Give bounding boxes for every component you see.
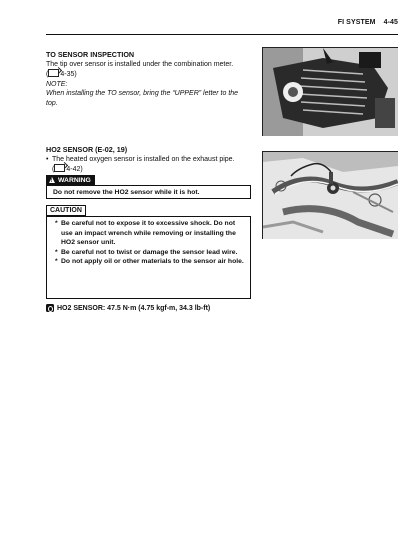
ho2-sensor-section bbox=[46, 145, 251, 175]
exhaust-sensor-photo bbox=[262, 151, 398, 239]
page-header bbox=[338, 19, 398, 26]
to-sensor-ref: 4-35) bbox=[60, 71, 77, 79]
torque-spec bbox=[46, 304, 210, 312]
caution-item bbox=[55, 257, 244, 267]
caution-item bbox=[55, 219, 244, 248]
ho2-ref: 4-42) bbox=[66, 166, 83, 174]
header-rule bbox=[46, 34, 398, 35]
torque-spec-text: HO2 SENSOR: 47.5 N·m (4.75 kgf-m, 34.3 lb-ft) bbox=[57, 304, 211, 312]
page-reference-icon bbox=[48, 69, 59, 77]
torque-wrench-icon bbox=[46, 304, 54, 312]
warning-label bbox=[46, 175, 95, 185]
note-label: NOTE: bbox=[46, 80, 68, 88]
note-text: When installing the TO sensor, bring the “UPPER” letter to the top. bbox=[46, 90, 239, 107]
to-sensor-text: The tip over sensor is installed under the combination meter. bbox=[46, 60, 234, 68]
exhaust-photo-illustration bbox=[263, 152, 398, 239]
to-sensor-section bbox=[46, 50, 251, 109]
header-section-title: FI SYSTEM bbox=[337, 19, 376, 26]
ho2-ref-line: ( 4-42) bbox=[52, 166, 83, 174]
ho2-bullet-text: The heated oxygen sensor is installed on the exhaust pipe. bbox=[52, 155, 235, 163]
header-page-number: 4-45 bbox=[383, 19, 398, 26]
to-sensor-heading: TO SENSOR INSPECTION bbox=[46, 50, 135, 59]
page-reference-icon bbox=[54, 164, 65, 172]
caution-item bbox=[55, 248, 244, 258]
caution-box bbox=[46, 216, 251, 299]
warning-triangle-icon bbox=[49, 177, 55, 183]
to-sensor-description: The tip over sensor is installed under the combination meter. ( 4-35) bbox=[46, 60, 234, 79]
engine-photo bbox=[262, 47, 398, 136]
ho2-bullet bbox=[46, 155, 251, 165]
caution-star-icon: * bbox=[55, 258, 58, 266]
warning-text: Do not remove the HO2 sensor while it is hot. bbox=[53, 188, 200, 196]
caution-star-icon: * bbox=[55, 248, 58, 256]
warning-label-text: WARNING bbox=[58, 176, 91, 184]
caution-item-text: Be careful not to expose it to excessive shock. Do not use an impact wrench while removing or installing the HO2 sensor unit. bbox=[61, 220, 236, 247]
engine-photo-illustration bbox=[263, 48, 398, 136]
caution-item-text: Be careful not to twist or damage the sensor lead wire. bbox=[61, 248, 238, 256]
warning-box bbox=[46, 185, 251, 199]
caution-label: CAUTION bbox=[46, 205, 86, 216]
caution-item-text: Do not apply oil or other materials to the sensor air hole. bbox=[61, 258, 244, 266]
ho2-sensor-heading: HO2 SENSOR (E-02, 19) bbox=[46, 145, 128, 154]
caution-star-icon: * bbox=[55, 220, 58, 227]
bullet-marker: • bbox=[46, 155, 49, 163]
